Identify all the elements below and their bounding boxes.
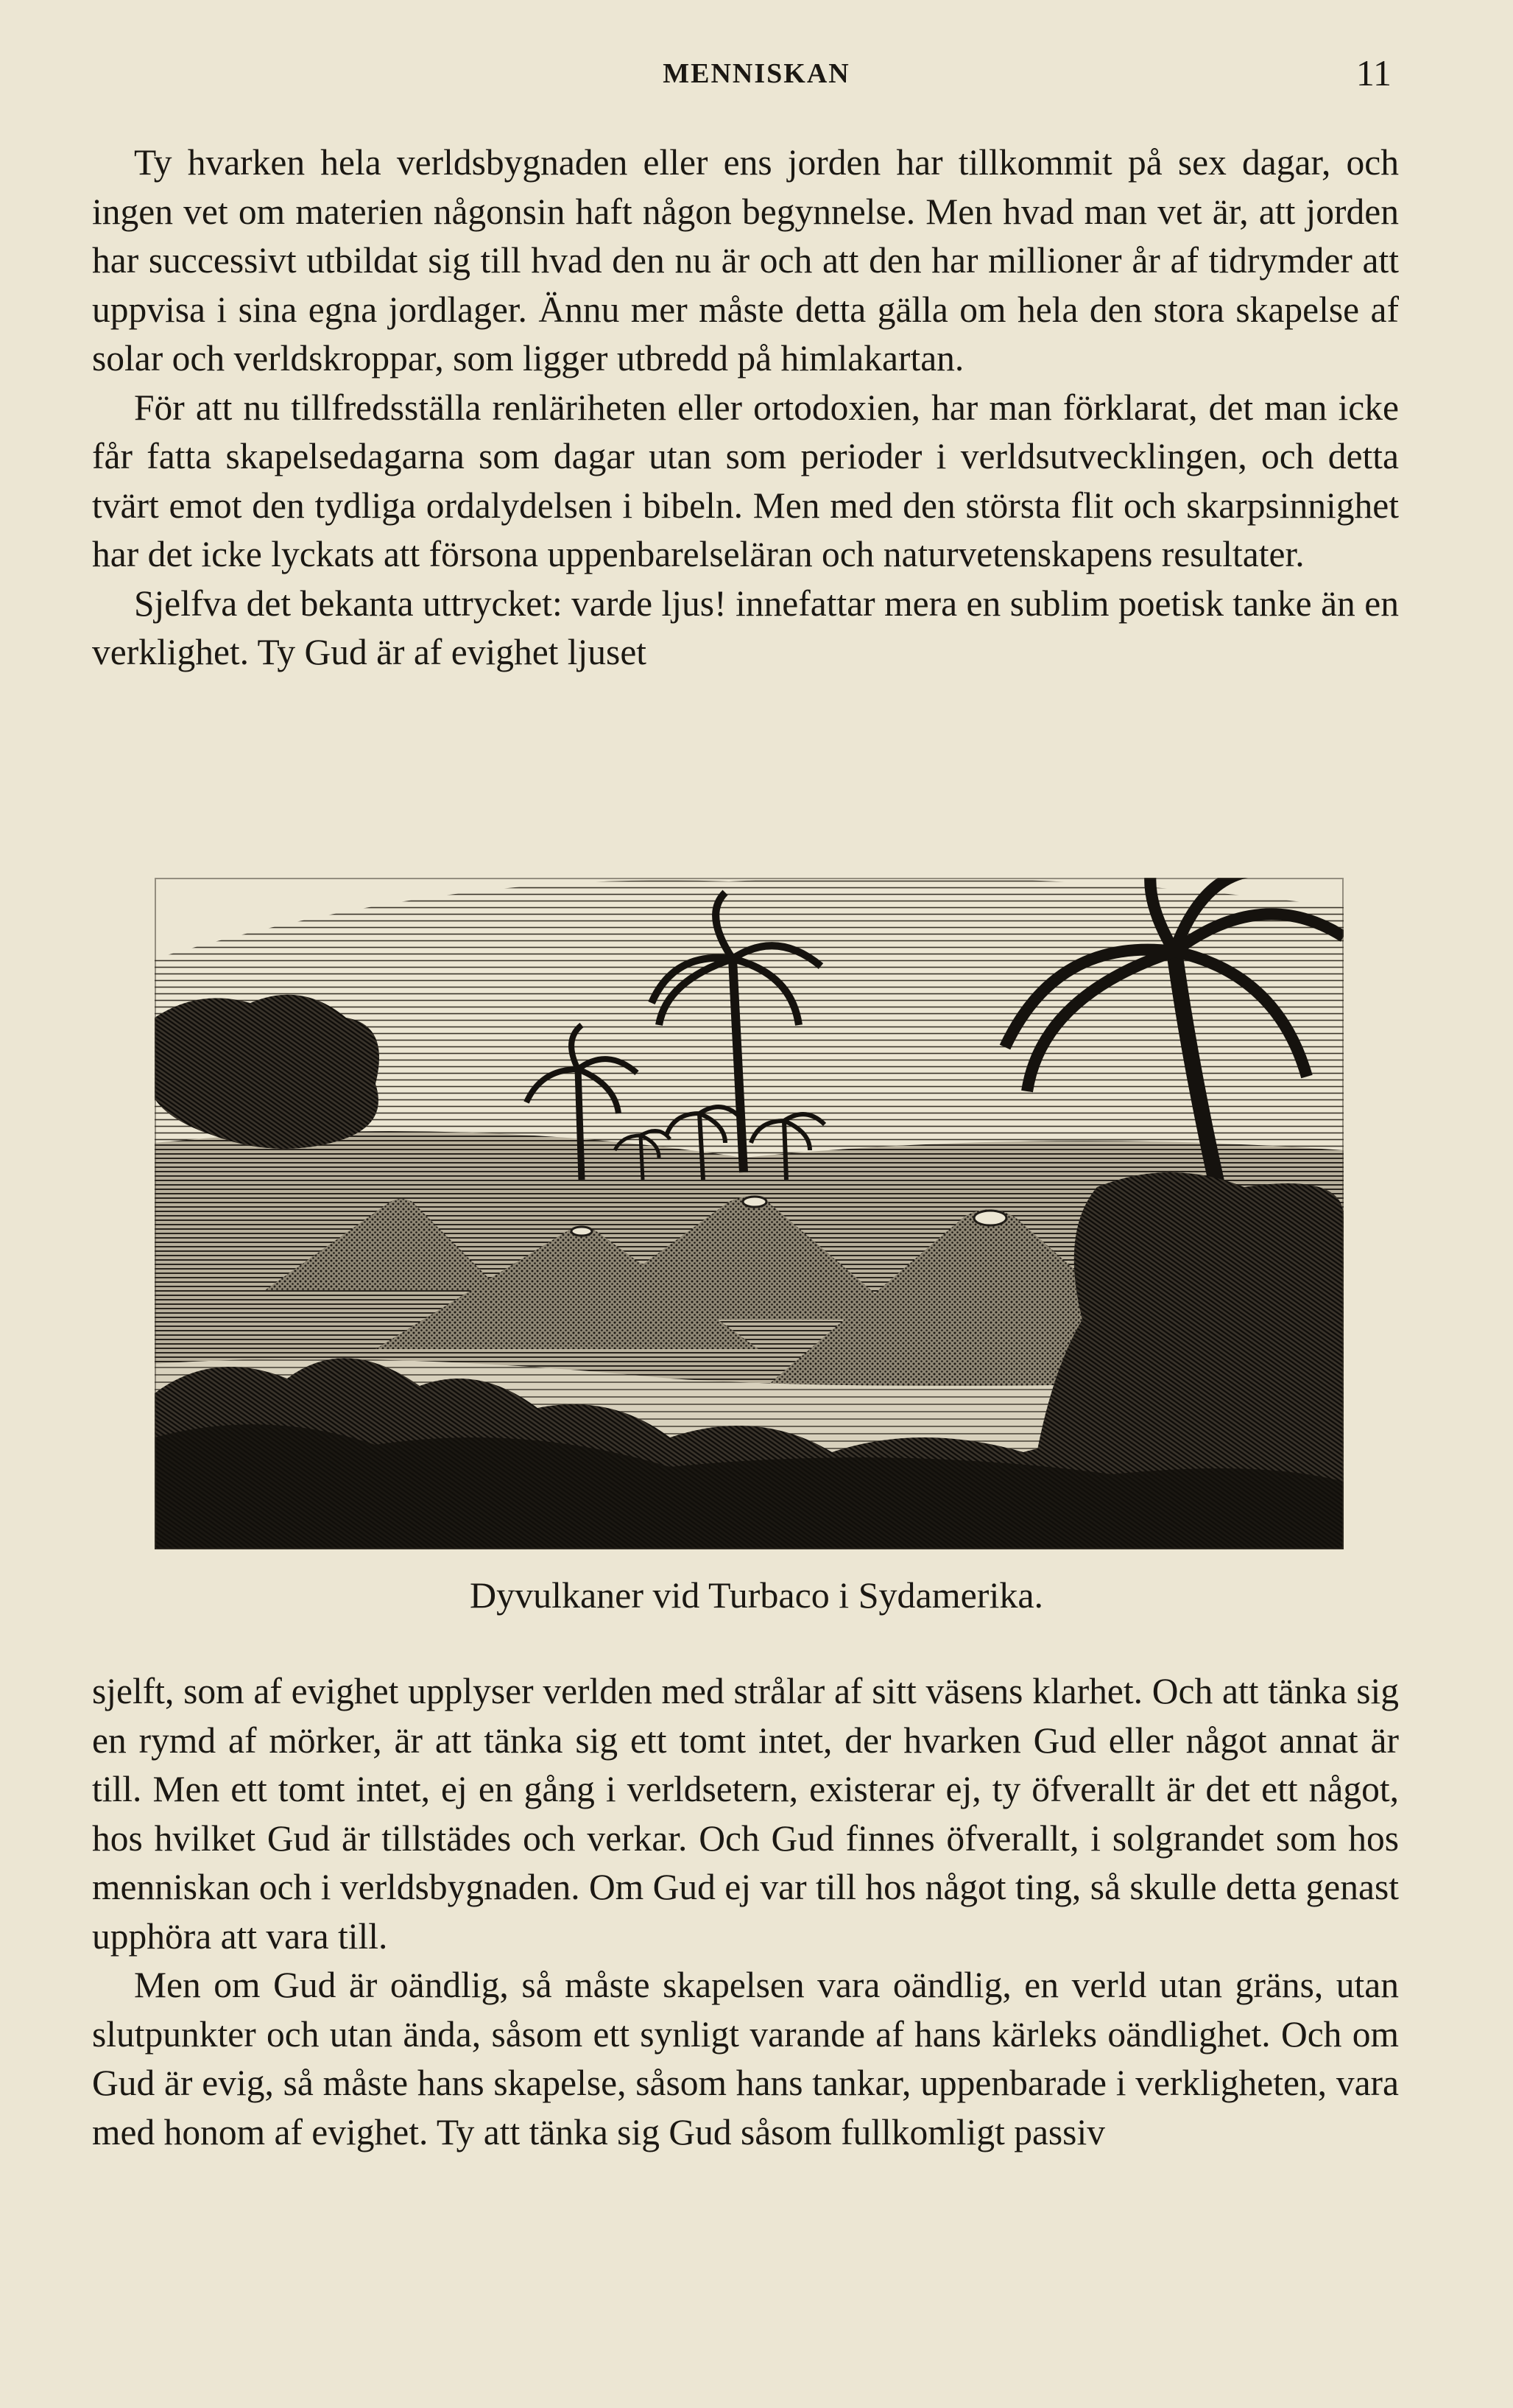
paragraph: Ty hvarken hela verldsbygnaden eller ens jorden har tillkommit på sex dagar, och ingen vet om materien någonsin haft någon begynnelse. Men hvad man vet är, att jorden har successivt utbildat sig till hvad den nu är och att den har millioner år af tidrymder att uppvisa i sina egna jordlager. Ännu mer måste detta gälla om hela den stora skapelse af solar och verldskroppar, som ligger utbredd på himlakartan. — [92, 142, 1399, 379]
body-text-bottom — [92, 1667, 1399, 2157]
page-number: 11 — [1355, 52, 1392, 94]
paragraph: sjelft, som af evighet upplyser verlden med strålar af sitt väsens klarhet. Och att tänka sig en rymd af mörker, är att tänka sig ett tomt intet, der hvarken Gud eller något annat är till. Men ett tomt intet, ej en gång i verldsetern, existerar ej, ty öfverallt är det ett något, hos hvilket Gud är tillstädes och verkar. Och Gud finnes öfverallt, i solgrandet som hos menniskan och i verldsbygnaden. Om Gud ej var till hos något ting, så skulle detta genast upphöra att vara till. — [92, 1671, 1399, 1957]
running-head-title: MENNISKAN — [663, 58, 850, 89]
running-head — [0, 52, 1513, 96]
body-text-top — [92, 138, 1399, 677]
volcano-engraving — [155, 878, 1344, 1549]
figure-caption: Dyvulkaner vid Turbaco i Sydamerika. — [469, 1574, 1044, 1616]
paragraph: Men om Gud är oändlig, så måste skapelsen vara oändlig, en verld utan gräns, utan slutpunkter och utan ända, såsom ett synligt varande af hans kärleks oändlighet. Och om Gud är evig, så måste hans skapelse, såsom hans tankar, uppenbarade i verkligheten, vara med honom af evighet. Ty att tänka sig Gud såsom fullkomligt passiv — [92, 1965, 1399, 2152]
paragraph: Sjelfva det bekanta uttrycket: varde ljus! innefattar mera en sublim poetisk tanke än en verklighet. Ty Gud är af evighet ljuset — [92, 582, 1399, 672]
paragraph: För att nu tillfredsställa renläriheten eller ortodoxien, har man förklarat, det man icke får fatta skapelsedagarna som dagar utan som perioder i verldsutvecklingen, och detta tvärt emot den tydliga ordalydelsen i bibeln. Men med den största flit och skarpsinnighet har det icke lyckats att försona uppenbarelseläran och naturvetenskapens resultater. — [92, 387, 1399, 574]
